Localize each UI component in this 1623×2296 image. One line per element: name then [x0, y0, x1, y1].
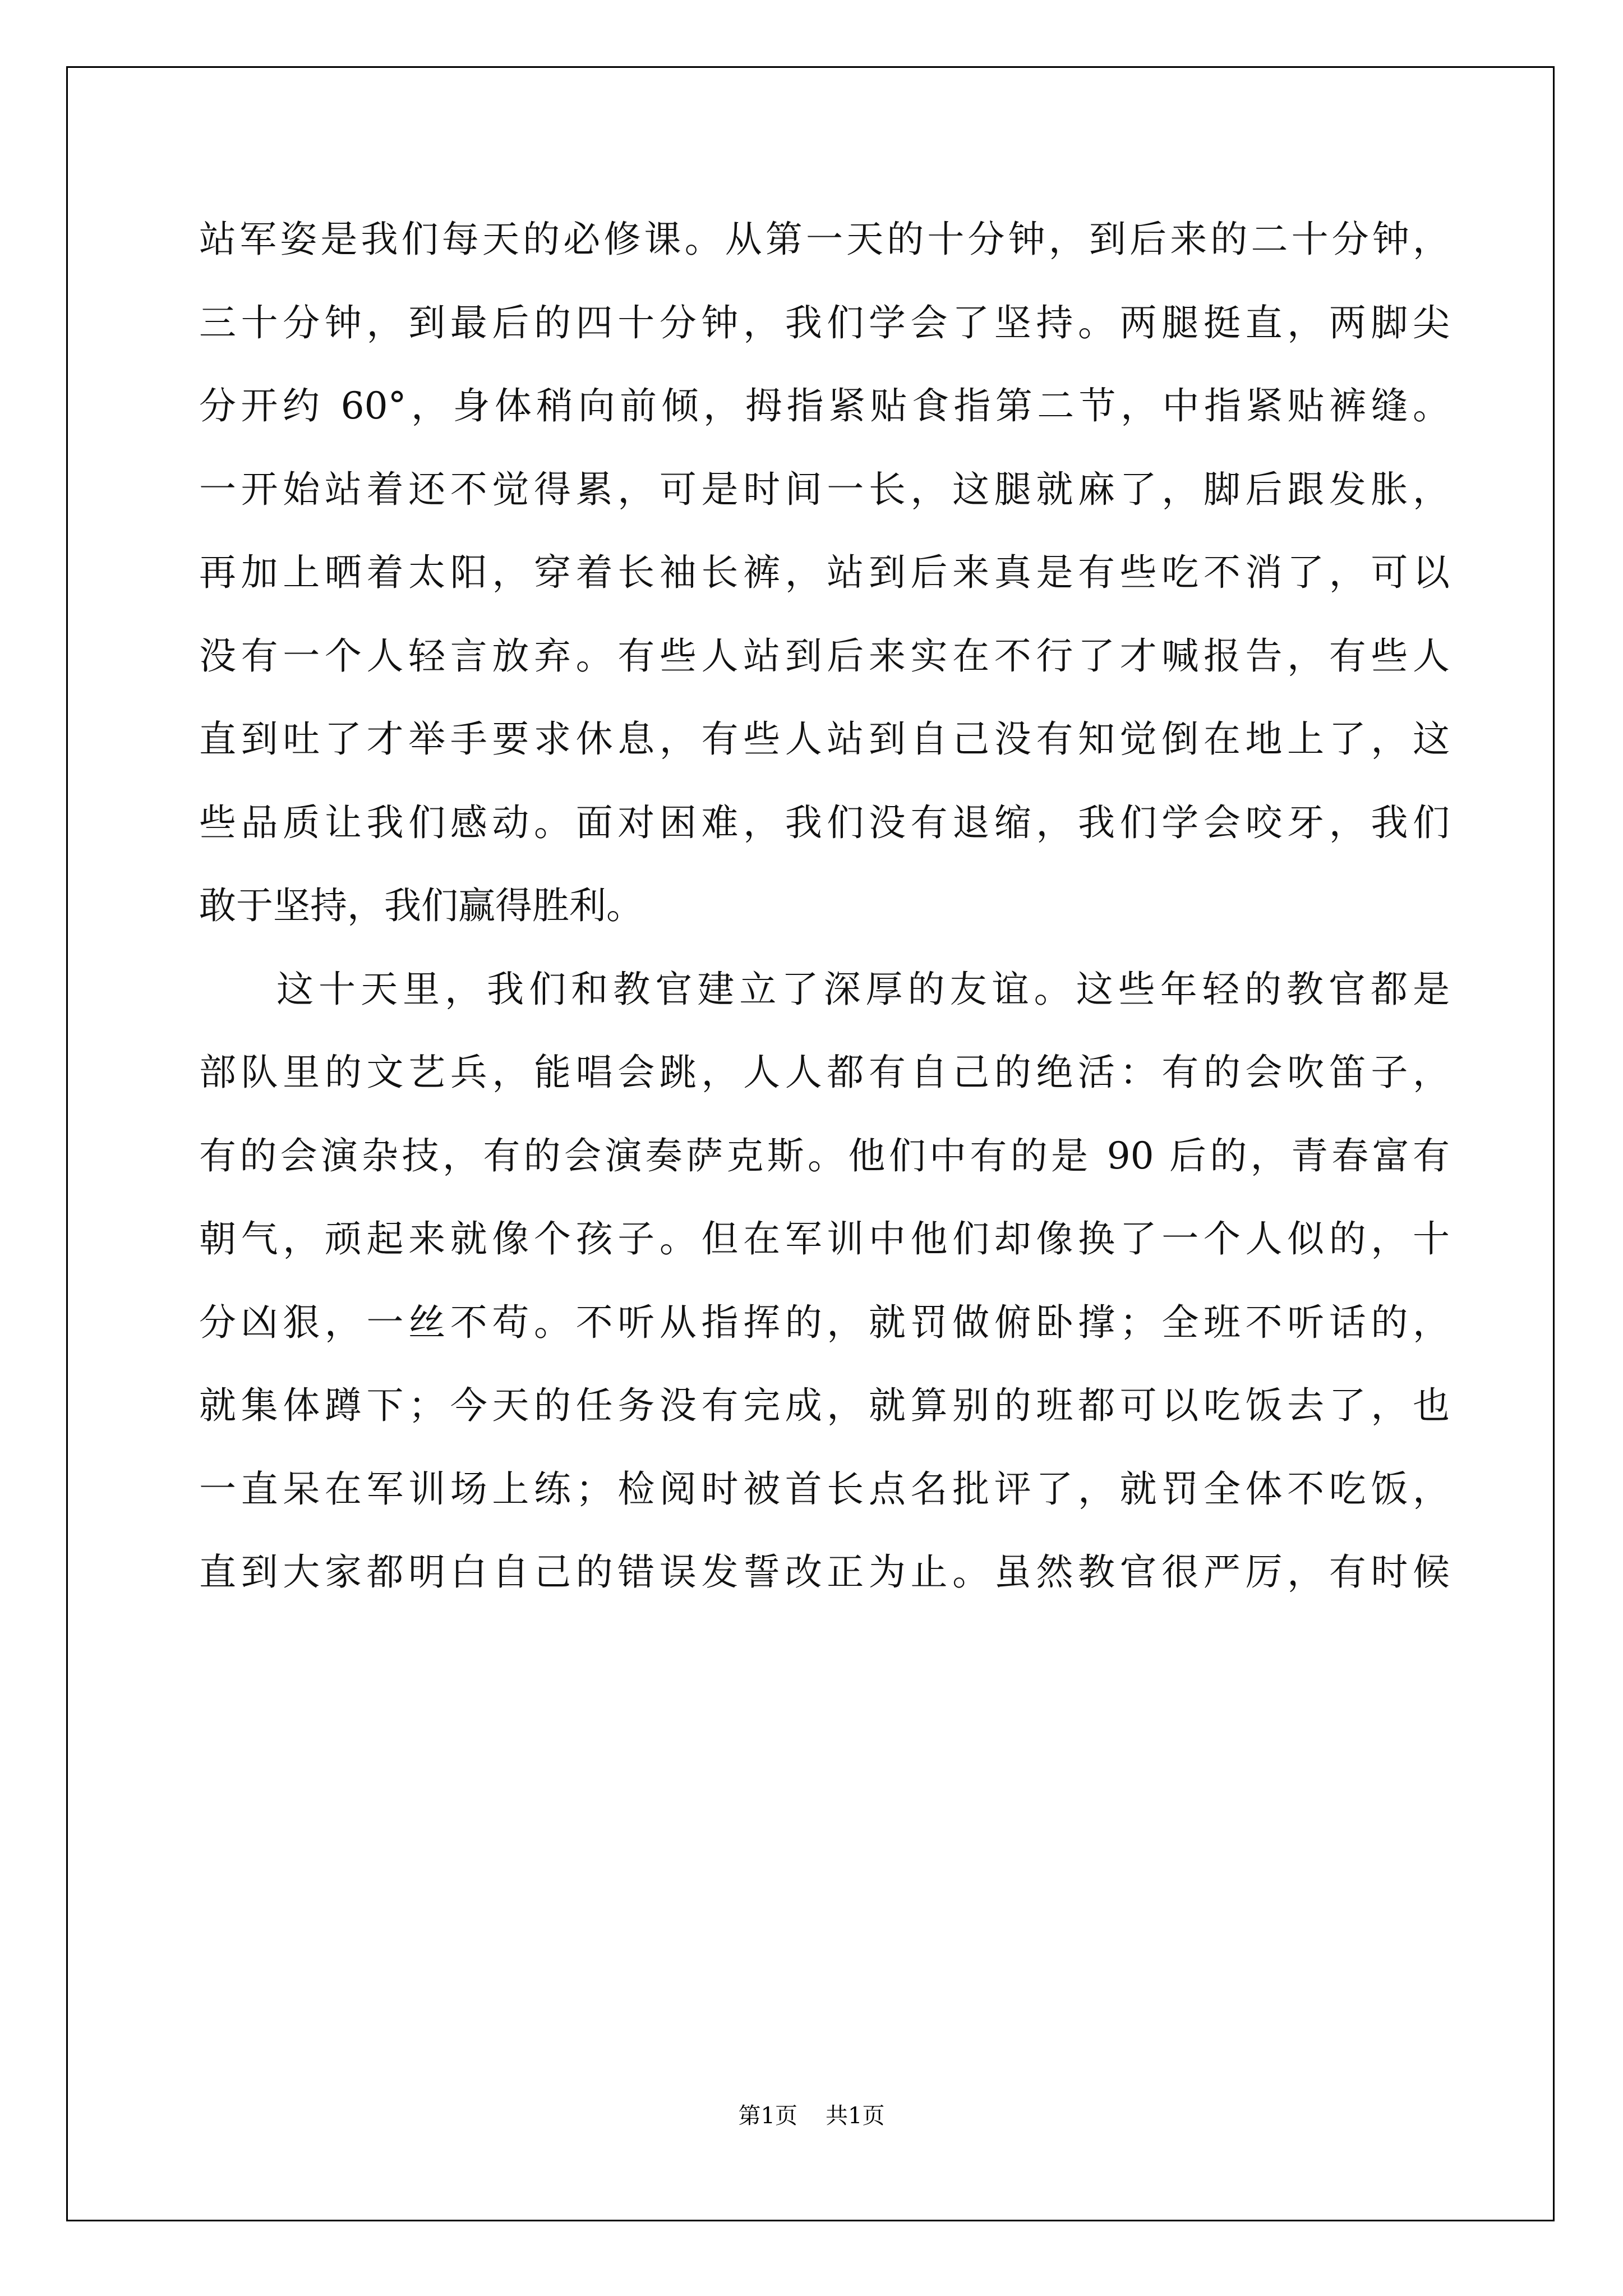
text-line: 有的会演杂技，有的会演奏萨克斯。他们中有的是 90 后的，青春富有 [199, 1134, 1450, 1177]
text-line: 没有一个人轻言放弃。有些人站到后来实在不行了才喊报告，有些人 [199, 634, 1450, 678]
text-line: 直到吐了才举手要求休息，有些人站到自己没有知觉倒在地上了，这 [199, 717, 1450, 761]
text-line: 一开始站着还不觉得累，可是时间一长，这腿就麻了，脚后跟发胀， [199, 467, 1450, 511]
text-line: 分凶狠，一丝不苟。不听从指挥的，就罚做俯卧撑；全班不听话的， [199, 1300, 1450, 1344]
page-footer [0, 2098, 1623, 2130]
text-line: 敢于坚持，我们赢得胜利。 [199, 884, 643, 927]
text-line: 分开约 60°，身体稍向前倾，拇指紧贴食指第二节，中指紧贴裤缝。 [199, 384, 1450, 427]
page-total: 共1页 [826, 2103, 885, 2129]
document-body [199, 220, 1450, 1636]
text-line: 些品质让我们感动。面对困难，我们没有退缩，我们学会咬牙，我们 [199, 800, 1450, 844]
text-line: 朝气，顽起来就像个孩子。但在军训中他们却像换了一个人似的，十 [199, 1217, 1450, 1260]
text-line: 部队里的文艺兵，能唱会跳，人人都有自己的绝活：有的会吹笛子， [199, 1051, 1450, 1094]
text-line: 站军姿是我们每天的必修课。从第一天的十分钟，到后来的二十分钟， [199, 218, 1450, 261]
text-line: 这十天里，我们和教官建立了深厚的友谊。这些年轻的教官都是 [276, 967, 1450, 1011]
text-line: 直到大家都明白自己的错误发誓改正为止。虽然教官很严厉，有时候 [199, 1550, 1450, 1594]
page-number: 第1页 [738, 2103, 797, 2129]
text-line: 三十分钟，到最后的四十分钟，我们学会了坚持。两腿挺直，两脚尖 [199, 301, 1450, 344]
text-line: 一直呆在军训场上练；检阅时被首长点名批评了，就罚全体不吃饭， [199, 1467, 1450, 1511]
text-line: 就集体蹲下；今天的任务没有完成，就算别的班都可以吃饭去了，也 [199, 1384, 1450, 1427]
text-line: 再加上晒着太阳，穿着长袖长裤，站到后来真是有些吃不消了，可以 [199, 551, 1450, 594]
